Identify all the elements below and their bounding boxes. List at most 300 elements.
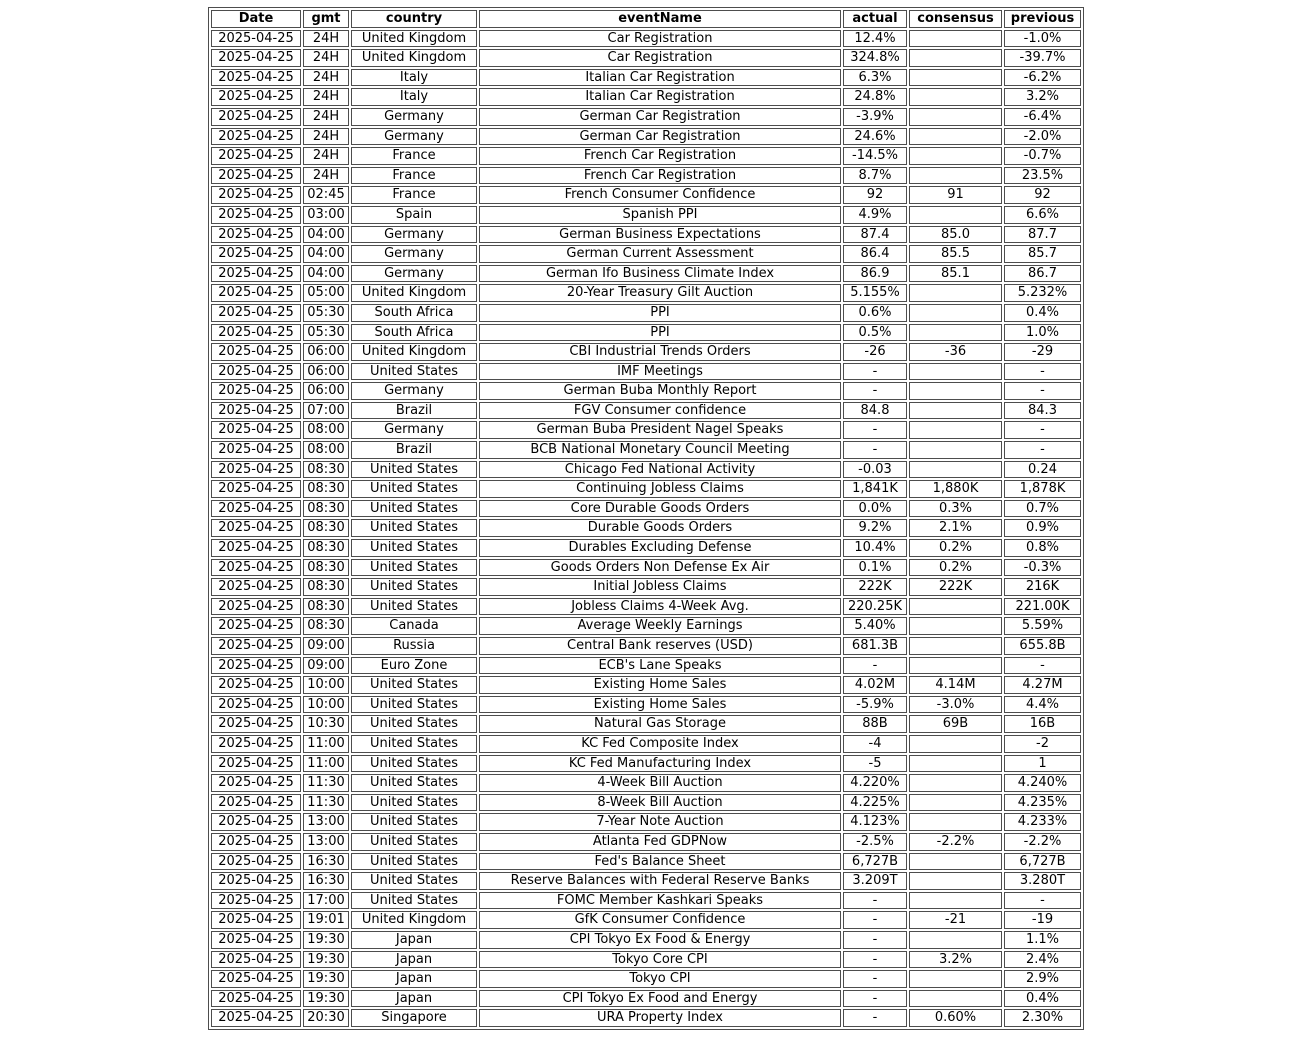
cell-previous: 85.7 [1004,245,1081,263]
cell-consensus [909,970,1002,988]
cell-previous: 1.0% [1004,324,1081,342]
cell-actual: 324.8% [843,49,907,67]
cell-actual: 220.25K [843,598,907,616]
table-row [211,1009,1081,1027]
cell-country: United States [351,735,477,753]
cell-event-name: Atlanta Fed GDPNow [479,833,841,851]
cell-previous: 216K [1004,578,1081,596]
cell-consensus [909,363,1002,381]
cell-previous: -6.2% [1004,69,1081,87]
cell-date: 2025-04-25 [211,872,301,890]
cell-consensus [909,206,1002,224]
cell-country: United States [351,363,477,381]
cell-date: 2025-04-25 [211,49,301,67]
cell-gmt: 24H [303,30,349,48]
table-row [211,206,1081,224]
cell-country: United States [351,519,477,537]
cell-gmt: 08:30 [303,559,349,577]
cell-actual: 84.8 [843,402,907,420]
column-header-actual: actual [843,10,907,28]
cell-actual: 12.4% [843,30,907,48]
cell-gmt: 05:00 [303,284,349,302]
cell-country: Germany [351,265,477,283]
table-body [211,30,1081,1027]
cell-consensus [909,657,1002,675]
table-row [211,715,1081,733]
table-row [211,343,1081,361]
table-row [211,931,1081,949]
cell-gmt: 19:30 [303,951,349,969]
cell-event-name: PPI [479,324,841,342]
cell-actual: - [843,382,907,400]
cell-previous: 0.7% [1004,500,1081,518]
cell-consensus: -21 [909,911,1002,929]
cell-previous: 92 [1004,186,1081,204]
cell-actual: 3.209T [843,872,907,890]
cell-consensus: 85.1 [909,265,1002,283]
cell-consensus: -2.2% [909,833,1002,851]
cell-consensus: 0.2% [909,559,1002,577]
cell-event-name: Jobless Claims 4-Week Avg. [479,598,841,616]
cell-country: France [351,147,477,165]
cell-event-name: Spanish PPI [479,206,841,224]
cell-country: Canada [351,617,477,635]
cell-gmt: 08:30 [303,519,349,537]
table-row [211,519,1081,537]
cell-actual: 0.5% [843,324,907,342]
cell-date: 2025-04-25 [211,774,301,792]
cell-consensus: -3.0% [909,696,1002,714]
cell-date: 2025-04-25 [211,284,301,302]
cell-country: Euro Zone [351,657,477,675]
cell-consensus [909,108,1002,126]
cell-event-name: Chicago Fed National Activity [479,461,841,479]
cell-country: France [351,186,477,204]
cell-date: 2025-04-25 [211,598,301,616]
cell-date: 2025-04-25 [211,265,301,283]
cell-consensus [909,931,1002,949]
cell-date: 2025-04-25 [211,657,301,675]
cell-consensus: 4.14M [909,676,1002,694]
cell-date: 2025-04-25 [211,461,301,479]
cell-date: 2025-04-25 [211,715,301,733]
cell-actual: 681.3B [843,637,907,655]
cell-consensus [909,88,1002,106]
cell-consensus: 1,880K [909,480,1002,498]
cell-date: 2025-04-25 [211,794,301,812]
cell-date: 2025-04-25 [211,951,301,969]
table-row [211,245,1081,263]
cell-event-name: Goods Orders Non Defense Ex Air [479,559,841,577]
cell-actual: - [843,363,907,381]
cell-consensus [909,69,1002,87]
cell-actual: 4.123% [843,813,907,831]
table-row [211,872,1081,890]
cell-country: United Kingdom [351,30,477,48]
cell-actual: - [843,951,907,969]
cell-gmt: 19:30 [303,990,349,1008]
cell-event-name: FOMC Member Kashkari Speaks [479,892,841,910]
cell-gmt: 06:00 [303,363,349,381]
table-row [211,461,1081,479]
cell-consensus: 3.2% [909,951,1002,969]
cell-date: 2025-04-25 [211,853,301,871]
cell-event-name: German Car Registration [479,128,841,146]
cell-date: 2025-04-25 [211,1009,301,1027]
cell-actual: 8.7% [843,167,907,185]
cell-country: United States [351,461,477,479]
cell-country: United States [351,813,477,831]
cell-gmt: 08:00 [303,441,349,459]
cell-country: United Kingdom [351,343,477,361]
cell-event-name: French Consumer Confidence [479,186,841,204]
column-header-gmt: gmt [303,10,349,28]
cell-country: Singapore [351,1009,477,1027]
cell-gmt: 11:00 [303,755,349,773]
cell-previous: 1 [1004,755,1081,773]
cell-country: South Africa [351,304,477,322]
cell-previous: 86.7 [1004,265,1081,283]
table-row [211,539,1081,557]
cell-consensus [909,813,1002,831]
cell-gmt: 19:01 [303,911,349,929]
cell-previous: 5.232% [1004,284,1081,302]
cell-event-name: 8-Week Bill Auction [479,794,841,812]
cell-gmt: 09:00 [303,637,349,655]
cell-consensus: 85.0 [909,226,1002,244]
table-row [211,147,1081,165]
cell-gmt: 17:00 [303,892,349,910]
cell-event-name: Fed's Balance Sheet [479,853,841,871]
cell-actual: - [843,990,907,1008]
table-row [211,186,1081,204]
cell-consensus [909,167,1002,185]
cell-consensus: 91 [909,186,1002,204]
cell-gmt: 19:30 [303,931,349,949]
cell-country: United States [351,480,477,498]
cell-previous: 4.4% [1004,696,1081,714]
cell-previous: -2 [1004,735,1081,753]
economic-calendar-table [208,7,1084,1030]
cell-previous: -6.4% [1004,108,1081,126]
cell-event-name: Italian Car Registration [479,88,841,106]
cell-country: Brazil [351,441,477,459]
cell-event-name: IMF Meetings [479,363,841,381]
cell-event-name: Car Registration [479,49,841,67]
table-row [211,892,1081,910]
cell-date: 2025-04-25 [211,617,301,635]
cell-event-name: Existing Home Sales [479,696,841,714]
cell-date: 2025-04-25 [211,480,301,498]
cell-actual: - [843,657,907,675]
cell-gmt: 24H [303,88,349,106]
cell-previous: - [1004,657,1081,675]
cell-actual: 24.8% [843,88,907,106]
cell-previous: 0.24 [1004,461,1081,479]
table-row [211,833,1081,851]
cell-consensus [909,402,1002,420]
cell-previous: - [1004,441,1081,459]
cell-country: Germany [351,245,477,263]
cell-actual: 9.2% [843,519,907,537]
cell-actual: -3.9% [843,108,907,126]
cell-gmt: 24H [303,128,349,146]
cell-gmt: 16:30 [303,872,349,890]
cell-actual: 0.6% [843,304,907,322]
cell-previous: 6.6% [1004,206,1081,224]
cell-actual: 5.40% [843,617,907,635]
column-header-previous: previous [1004,10,1081,28]
cell-actual: 1,841K [843,480,907,498]
cell-gmt: 08:00 [303,421,349,439]
cell-previous: -2.2% [1004,833,1081,851]
cell-gmt: 08:30 [303,500,349,518]
cell-previous: - [1004,382,1081,400]
cell-event-name: Car Registration [479,30,841,48]
cell-consensus [909,441,1002,459]
cell-date: 2025-04-25 [211,813,301,831]
table-row [211,853,1081,871]
cell-date: 2025-04-25 [211,206,301,224]
cell-previous: 221.00K [1004,598,1081,616]
cell-consensus [909,49,1002,67]
table-row [211,304,1081,322]
table-row [211,559,1081,577]
cell-actual: -5 [843,755,907,773]
cell-country: United Kingdom [351,284,477,302]
cell-country: United States [351,715,477,733]
cell-consensus: 0.60% [909,1009,1002,1027]
cell-consensus [909,892,1002,910]
cell-actual: - [843,441,907,459]
cell-event-name: Reserve Balances with Federal Reserve Banks [479,872,841,890]
cell-previous: 0.4% [1004,990,1081,1008]
cell-country: South Africa [351,324,477,342]
cell-previous: 23.5% [1004,167,1081,185]
cell-gmt: 08:30 [303,480,349,498]
table-row [211,108,1081,126]
cell-actual: 24.6% [843,128,907,146]
cell-actual: -14.5% [843,147,907,165]
cell-previous: 84.3 [1004,402,1081,420]
cell-gmt: 08:30 [303,617,349,635]
cell-date: 2025-04-25 [211,128,301,146]
cell-actual: 92 [843,186,907,204]
cell-actual: - [843,1009,907,1027]
cell-gmt: 11:30 [303,794,349,812]
cell-date: 2025-04-25 [211,559,301,577]
cell-previous: 6,727B [1004,853,1081,871]
table-row [211,951,1081,969]
cell-consensus [909,872,1002,890]
table-row [211,363,1081,381]
cell-actual: 86.4 [843,245,907,263]
cell-country: United States [351,500,477,518]
cell-event-name: CPI Tokyo Ex Food and Energy [479,990,841,1008]
cell-date: 2025-04-25 [211,696,301,714]
cell-gmt: 08:30 [303,461,349,479]
cell-previous: 0.8% [1004,539,1081,557]
table-row [211,324,1081,342]
table-row [211,676,1081,694]
cell-date: 2025-04-25 [211,30,301,48]
cell-country: Germany [351,108,477,126]
cell-country: United States [351,872,477,890]
cell-date: 2025-04-25 [211,69,301,87]
cell-actual: -0.03 [843,461,907,479]
cell-date: 2025-04-25 [211,637,301,655]
cell-consensus [909,421,1002,439]
cell-consensus [909,324,1002,342]
cell-country: Germany [351,382,477,400]
cell-consensus: 0.3% [909,500,1002,518]
table-row [211,480,1081,498]
column-header-country: country [351,10,477,28]
cell-actual: - [843,892,907,910]
cell-country: United States [351,598,477,616]
cell-gmt: 19:30 [303,970,349,988]
cell-consensus [909,598,1002,616]
cell-event-name: Natural Gas Storage [479,715,841,733]
cell-actual: 4.220% [843,774,907,792]
cell-gmt: 10:00 [303,676,349,694]
cell-date: 2025-04-25 [211,892,301,910]
cell-event-name: German Current Assessment [479,245,841,263]
cell-country: France [351,167,477,185]
cell-country: United States [351,833,477,851]
table-row [211,970,1081,988]
cell-previous: 4.240% [1004,774,1081,792]
cell-previous: -2.0% [1004,128,1081,146]
table-row [211,598,1081,616]
cell-consensus [909,617,1002,635]
cell-country: United Kingdom [351,911,477,929]
cell-date: 2025-04-25 [211,421,301,439]
cell-event-name: BCB National Monetary Council Meeting [479,441,841,459]
cell-previous: -1.0% [1004,30,1081,48]
cell-gmt: 06:00 [303,343,349,361]
cell-gmt: 11:30 [303,774,349,792]
cell-previous: - [1004,892,1081,910]
cell-previous: - [1004,363,1081,381]
cell-country: United States [351,892,477,910]
cell-event-name: Italian Car Registration [479,69,841,87]
table-row [211,421,1081,439]
cell-date: 2025-04-25 [211,324,301,342]
cell-previous: 0.9% [1004,519,1081,537]
table-row [211,911,1081,929]
cell-event-name: KC Fed Manufacturing Index [479,755,841,773]
cell-consensus [909,30,1002,48]
cell-consensus [909,637,1002,655]
cell-gmt: 10:30 [303,715,349,733]
table-row [211,441,1081,459]
table-row [211,755,1081,773]
cell-event-name: Existing Home Sales [479,676,841,694]
table-row [211,49,1081,67]
cell-actual: - [843,970,907,988]
cell-consensus [909,735,1002,753]
table-row [211,617,1081,635]
cell-actual: 5.155% [843,284,907,302]
cell-country: Italy [351,88,477,106]
cell-event-name: German Ifo Business Climate Index [479,265,841,283]
cell-gmt: 03:00 [303,206,349,224]
cell-event-name: French Car Registration [479,147,841,165]
cell-previous: 2.30% [1004,1009,1081,1027]
cell-gmt: 05:30 [303,324,349,342]
table-row [211,794,1081,812]
cell-gmt: 09:00 [303,657,349,675]
cell-country: United States [351,559,477,577]
cell-previous: 87.7 [1004,226,1081,244]
cell-gmt: 05:30 [303,304,349,322]
cell-previous: 1.1% [1004,931,1081,949]
cell-actual: 4.225% [843,794,907,812]
cell-previous: 4.233% [1004,813,1081,831]
table-row [211,990,1081,1008]
cell-event-name: FGV Consumer confidence [479,402,841,420]
cell-consensus [909,755,1002,773]
cell-actual: 10.4% [843,539,907,557]
cell-country: United States [351,676,477,694]
cell-date: 2025-04-25 [211,382,301,400]
cell-previous: 655.8B [1004,637,1081,655]
cell-previous: 16B [1004,715,1081,733]
table-row [211,69,1081,87]
table-row [211,265,1081,283]
cell-country: Germany [351,421,477,439]
column-header-date: Date [211,10,301,28]
cell-gmt: 13:00 [303,813,349,831]
cell-gmt: 08:30 [303,578,349,596]
cell-consensus [909,853,1002,871]
cell-date: 2025-04-25 [211,833,301,851]
table-row [211,500,1081,518]
cell-country: Japan [351,931,477,949]
table-row [211,696,1081,714]
cell-date: 2025-04-25 [211,226,301,244]
cell-consensus [909,774,1002,792]
column-header-consensus: consensus [909,10,1002,28]
cell-event-name: Durable Goods Orders [479,519,841,537]
cell-consensus [909,382,1002,400]
cell-previous: 1,878K [1004,480,1081,498]
cell-gmt: 24H [303,49,349,67]
cell-actual: - [843,421,907,439]
cell-gmt: 02:45 [303,186,349,204]
cell-gmt: 11:00 [303,735,349,753]
table-row [211,167,1081,185]
cell-previous: -0.3% [1004,559,1081,577]
cell-country: United States [351,539,477,557]
cell-event-name: Continuing Jobless Claims [479,480,841,498]
cell-previous: -29 [1004,343,1081,361]
cell-actual: 0.0% [843,500,907,518]
cell-gmt: 04:00 [303,245,349,263]
cell-event-name: Tokyo Core CPI [479,951,841,969]
cell-event-name: URA Property Index [479,1009,841,1027]
table-row [211,128,1081,146]
cell-country: Japan [351,970,477,988]
cell-actual: 88B [843,715,907,733]
cell-event-name: Average Weekly Earnings [479,617,841,635]
cell-gmt: 24H [303,147,349,165]
cell-consensus [909,990,1002,1008]
cell-previous: -39.7% [1004,49,1081,67]
cell-actual: -5.9% [843,696,907,714]
cell-gmt: 16:30 [303,853,349,871]
